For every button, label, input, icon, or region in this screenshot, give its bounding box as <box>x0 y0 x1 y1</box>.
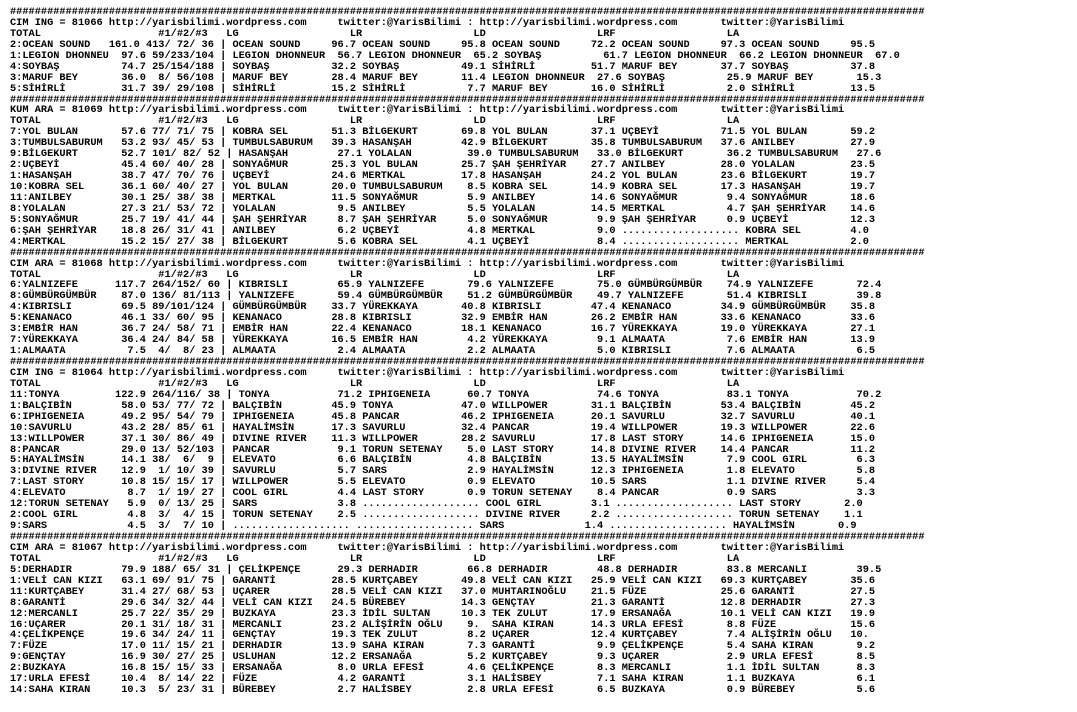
race-row: 6:ŞAH ŞEHRİYAR 18.8 26/ 31/ 41 | ANILBEY 6.2 UÇBEYİ 4.8 MERTKAL 9.0 ................... KOBRA SEL 4.0 <box>10 224 869 237</box>
race-row: 7:YOL BULAN 57.6 77/ 71/ 75 | KOBRA SEL 51.3 BİLGEKURT 69.8 YOL BULAN 37.1 UÇBEYİ 71.5 YOL BULAN 59.2 <box>10 126 876 139</box>
race-row: 13:WILLPOWER 37.1 30/ 86/ 49 | DIVINE RIVER 11.3 WILLPOWER 28.2 SAVURLU 17.8 LAST STORY 14.6 IPHIGENEIA 15.0 <box>10 432 876 445</box>
race-row: 6:YALNIZEFE 117.7 264/152/ 60 | KIBRISLI 65.9 YALNIZEFE 79.6 YALNIZEFE 75.0 GÜMBÜRGÜMBÜR 74.9 YALNIZEFE 72.4 <box>10 279 882 292</box>
race-row: 2:UÇBEYİ 45.4 60/ 40/ 28 | SONYAĞMUR 25.3 YOL BULAN 25.7 ŞAH ŞEHRİYAR 27.7 ANILBEY 28.0 YOLALAN 23.5 <box>10 159 876 172</box>
race-row: 12:MERCANLI 25.7 22/ 35/ 29 | BUZKAYA 23.3 İDİL SULTAN 10.3 TEK ZULUT 17.9 ERSANAĞA 10.1 VELİ CAN KIZI 19.9 <box>10 607 876 620</box>
race-row: 3:MARUF BEY 36.0 8/ 56/108 | MARUF BEY 28.4 MARUF BEY 11.4 LEGION DHONNEUR 27.6 SOYBAŞ 25.9 MARUF BEY 15.3 <box>10 71 882 84</box>
race-header: CIM ARA = 81067 http://yarisbilimi.wordpress.com twitter:@YarisBilimi : http://yarisbilimi.wordpress.com twitter:@YarisBilimi <box>10 541 845 554</box>
race-header: KUM ARA = 81069 http://yarisbilimi.wordpress.com twitter:@YarisBilimi : http://yarisbilimi.wordpress.com twitter:@YarisBilimi <box>10 104 845 117</box>
race-row: 9:SARS 4.5 3/ 7/ 10 | ................... ................... SARS 1.4 ................... HAYALİMSİN 0.9 <box>10 520 857 533</box>
race-row: 4:ELEVATO 8.7 1/ 19/ 27 | COOL GIRL 4.4 LAST STORY 0.9 TORUN SETENAY 8.4 PANCAR 0.9 SARS 3.3 <box>10 487 876 500</box>
race-row: 2:OCEAN SOUND 161.0 413/ 72/ 36 | OCEAN SOUND 96.7 OCEAN SOUND 95.8 OCEAN SOUND 72.2 OCEAN SOUND 97.3 OCEAN SOUND 95.5 <box>10 38 876 51</box>
race-row: 5:HAYALİMSİN 14.1 38/ 6/ 9 | ELEVATO 6.6 BALÇIBİN 4.8 BALÇIBİN 13.5 HAYALİMSİN 7.9 COOL GIRL 6.3 <box>10 454 876 467</box>
column-header: TOTAL #1/#2/#3 LG LR LD LRF LA <box>10 27 740 40</box>
race-row: 12:TORUN SETENAY 5.9 0/ 13/ 25 | SARS 3.8 ................... COOL GIRL 3.1 ................... LAST STORY 2.0 <box>10 498 863 511</box>
separator-line: #################################################################################################################################################### <box>10 6 925 18</box>
race-row: 16:UÇARER 20.1 31/ 18/ 31 | MERCANLI 23.2 ALİŞİRİN OĞLU 9. SAHA KIRAN 14.3 URLA EFESİ 8.8 FÜZE 15.6 <box>10 618 876 631</box>
separator-line: #################################################################################################################################################### <box>10 246 925 259</box>
race-row: 1:BALÇIBİN 58.0 53/ 77/ 72 | BALÇIBİN 45.9 TONYA 47.0 WILLPOWER 31.1 BALÇIBİN 53.4 BALÇIBİN 45.2 <box>10 399 876 412</box>
race-row: 11:ANILBEY 30.1 25/ 38/ 38 | MERTKAL 11.5 SONYAĞMUR 5.9 ANILBEY 14.6 SONYAĞMUR 9.4 SONYAĞMUR 18.6 <box>10 191 876 204</box>
race-row: 4:SOYBAŞ 74.7 25/154/188 | SOYBAŞ 32.2 SOYBAŞ 49.1 SİHİRLİ 51.7 MARUF BEY 37.7 SOYBAŞ 37.8 <box>10 60 876 73</box>
race-row: 1:HASANŞAH 38.7 47/ 70/ 76 | UÇBEYİ 24.6 MERTKAL 17.8 HASANŞAH 24.2 YOL BULAN 23.6 BİLGEKURT 19.7 <box>10 170 876 183</box>
race-row: 8:PANCAR 29.0 13/ 52/103 | PANCAR 9.1 TORUN SETENAY 5.0 LAST STORY 14.8 DIVINE RIVER 14.4 PANCAR 11.2 <box>10 443 876 456</box>
race-row: 10:SAVURLU 43.2 28/ 85/ 61 | HAYALİMSİN 17.3 SAVURLU 32.4 PANCAR 19.4 WILLPOWER 19.3 WILLPOWER 22.6 <box>10 421 876 434</box>
race-row: 3:TUMBULSABURUM 53.2 93/ 45/ 53 | TUMBULSABURUM 39.3 HASANŞAH 42.9 BİLGEKURT 35.8 TUMBULSABURUM 37.6 ANILBEY 27.9 <box>10 137 876 150</box>
race-row: 3:EMBİR HAN 36.7 24/ 58/ 71 | EMBİR HAN 22.4 KENANACO 18.1 KENANACO 16.7 YÜREKKAYA 19.0 YÜREKKAYA 27.1 <box>10 323 876 336</box>
race-row: 4:KIBRISLI 69.5 89/101/124 | GÜMBÜRGÜMBÜR 33.7 YÜREKKAYA 40.8 KIBRISLI 47.4 KENANACO 34.9 GÜMBÜRGÜMBÜR 35.8 <box>10 301 876 314</box>
race-row: 5:KENANACO 46.1 33/ 60/ 95 | KENANACO 28.8 KIBRISLI 32.9 EMBİR HAN 26.2 EMBİR HAN 33.6 KENANACO 33.6 <box>10 312 876 325</box>
column-header: TOTAL #1/#2/#3 LG LR LD LRF LA <box>10 552 740 565</box>
separator-line: #################################################################################################################################################### <box>10 356 925 368</box>
race-row: 9:GENÇTAY 16.9 30/ 27/ 25 | USLUHAN 12.2 ERSANAĞA 5.2 KURTÇABEY 9.3 UÇARER 2.9 URLA EFESİ 8.5 <box>10 651 876 664</box>
race-row: 8:GÜMBÜRGÜMBÜR 87.0 136/ 81/113 | YALNIZEFE 59.4 GÜMBÜRGÜMBÜR 51.2 GÜMBÜRGÜMBÜR 49.7 YALNIZEFE 51.4 KIBRISLI 39.8 <box>10 290 882 303</box>
race-row: 8:YOLALAN 27.3 21/ 53/ 72 | YOLALAN 9.5 ANILBEY 5.5 YOLALAN 14.5 MERTKAL 4.7 ŞAH ŞEHRİYAR 14.6 <box>10 202 876 215</box>
race-row: 10:KOBRA SEL 36.1 60/ 40/ 27 | YOL BULAN 20.0 TUMBULSABURUM 8.5 KOBRA SEL 14.9 KOBRA SEL 17.3 HASANŞAH 19.7 <box>10 181 876 193</box>
race-row: 14:SAHA KIRAN 10.3 5/ 23/ 31 | BÜREBEY 2.7 HALİSBEY 2.8 URLA EFESİ 6.5 BUZKAYA 0.9 BÜREBEY 5.6 <box>10 684 876 697</box>
race-header: CIM ING = 81066 http://yarisbilimi.wordpress.com twitter:@YarisBilimi : http://yarisbilimi.wordpress.com twitter:@YarisBilimi <box>10 16 845 29</box>
race-row: 4:MERTKAL 15.2 15/ 27/ 38 | BİLGEKURT 5.6 KOBRA SEL 4.1 UÇBEYİ 8.4 ................... MERTKAL 2.0 <box>10 235 869 248</box>
column-header: TOTAL #1/#2/#3 LG LR LD LRF LA <box>10 268 740 281</box>
column-header: TOTAL #1/#2/#3 LG LR LD LRF LA <box>10 377 740 390</box>
race-row: 1:VELİ CAN KIZI 63.1 69/ 91/ 75 | GARANTİ 28.5 KURTÇABEY 49.8 VELİ CAN KIZI 25.9 VELİ CAN KIZI 69.3 KURTÇABEY 35.6 <box>10 574 876 587</box>
race-row: 2:BUZKAYA 16.8 15/ 15/ 33 | ERSANAĞA 8.0 URLA EFESİ 4.6 ÇELİKPENÇE 8.3 MERCANLI 1.1 İDİL SULTAN 8.3 <box>10 662 876 675</box>
race-row: 8:GARANTİ 29.6 34/ 32/ 44 | VELİ CAN KIZI 24.5 BÜREBEY 14.3 GENÇTAY 21.3 GARANTİ 12.8 DERHADIR 27.3 <box>10 596 876 609</box>
race-row: 11:KURTÇABEY 31.4 27/ 68/ 53 | UÇARER 28.5 VELİ CAN KIZI 37.0 MUHTARINOĞLU 21.5 FÜZE 25.6 GARANTİ 27.5 <box>10 585 876 598</box>
race-row: 7:LAST STORY 10.8 15/ 15/ 17 | WILLPOWER 5.5 ELEVATO 0.9 ELEVATO 10.5 SARS 1.1 DIVINE RIVER 5.4 <box>10 476 876 489</box>
race-row: 5:DERHADIR 79.9 188/ 65/ 31 | ÇELİKPENÇE 29.3 DERHADIR 66.8 DERHADIR 48.8 DERHADIR 83.8 MERCANLI 39.5 <box>10 563 882 576</box>
race-row: 1:LEGION DHONNEU 97.6 59/233/104 | LEGION DHONNEUR 56.7 LEGION DHONNEUR 65.2 SOYBAŞ 61.7 LEGION DHONNEUR 66.2 LEGION DHONNEUR 67.0 <box>10 49 900 62</box>
separator-line: #################################################################################################################################################### <box>10 531 925 543</box>
separator-line: #################################################################################################################################################### <box>10 93 925 106</box>
race-row: 11:TONYA 122.9 264/116/ 38 | TONYA 71.2 IPHIGENEIA 60.7 TONYA 74.6 TONYA 83.1 TONYA 70.2 <box>10 388 882 401</box>
race-header: CIM ING = 81064 http://yarisbilimi.wordpress.com twitter:@YarisBilimi : http://yarisbilimi.wordpress.com twitter:@YarisBilimi <box>10 366 845 379</box>
race-row: 4:ÇELİKPENÇE 19.6 34/ 24/ 11 | GENÇTAY 19.3 TEK ZULUT 8.2 UÇARER 12.4 KURTÇABEY 7.4 ALİŞİRİN OĞLU 10. <box>10 629 869 642</box>
race-row: 1:ALMAATA 7.5 4/ 8/ 23 | ALMAATA 2.4 ALMAATA 2.2 ALMAATA 5.0 KIBRISLI 7.6 ALMAATA 6.5 <box>10 345 876 358</box>
race-row: 7:YÜREKKAYA 36.4 24/ 84/ 58 | YÜREKKAYA 16.5 EMBİR HAN 4.2 YÜREKKAYA 9.1 ALMAATA 7.6 EMBİR HAN 13.9 <box>10 334 876 347</box>
race-row: 7:FÜZE 17.0 11/ 15/ 21 | DERHADIR 13.9 SAHA KIRAN 7.3 GARANTİ 9.9 ÇELİKPENÇE 5.4 SAHA KIRAN 9.2 <box>10 640 876 653</box>
race-row: 9:BİLGEKURT 52.7 101/ 82/ 52 | HASANŞAH 27.1 YOLALAN 39.0 TUMBULSABURUM 33.0 BİLGEKURT 36.2 TUMBULSABURUM 27.6 <box>10 148 882 161</box>
column-header: TOTAL #1/#2/#3 LG LR LD LRF LA <box>10 115 740 128</box>
race-row: 17:URLA EFESİ 10.4 8/ 14/ 22 | FÜZE 4.2 GARANTİ 3.1 HALİSBEY 7.1 SAHA KIRAN 1.1 BUZKAYA 6.1 <box>10 673 876 686</box>
race-row: 3:DIVINE RIVER 12.9 1/ 10/ 39 | SAVURLU 5.7 SARS 2.9 HAYALİMSİN 12.3 IPHIGENEIA 1.8 ELEVATO 5.8 <box>10 465 876 478</box>
race-row: 5:SONYAĞMUR 25.7 19/ 41/ 44 | ŞAH ŞEHRİYAR 8.7 ŞAH ŞEHRİYAR 5.0 SONYAĞMUR 9.9 ŞAH ŞEHRİYAR 0.9 UÇBEYİ 12.3 <box>10 213 876 226</box>
race-row: 6:IPHIGENEIA 49.2 95/ 54/ 79 | IPHIGENEIA 45.8 PANCAR 46.2 IPHIGENEIA 20.1 SAVURLU 32.7 SAVURLU 40.1 <box>10 410 876 423</box>
race-row: 2:COOL GIRL 4.8 3/ 4/ 15 | TORUN SETENAY 2.5 ................... DIVINE RIVER 2.2 ................... TORUN SETENAY 1.1 <box>10 509 863 522</box>
race-row: 5:SİHİRLİ 31.7 39/ 29/108 | SİHİRLİ 15.2 SİHİRLİ 7.7 MARUF BEY 16.0 SİHİRLİ 2.0 SİHİRLİ 13.5 <box>10 82 876 95</box>
race-header: CIM ARA = 81068 http://yarisbilimi.wordpress.com twitter:@YarisBilimi : http://yarisbilimi.wordpress.com twitter:@YarisBilimi <box>10 257 845 270</box>
